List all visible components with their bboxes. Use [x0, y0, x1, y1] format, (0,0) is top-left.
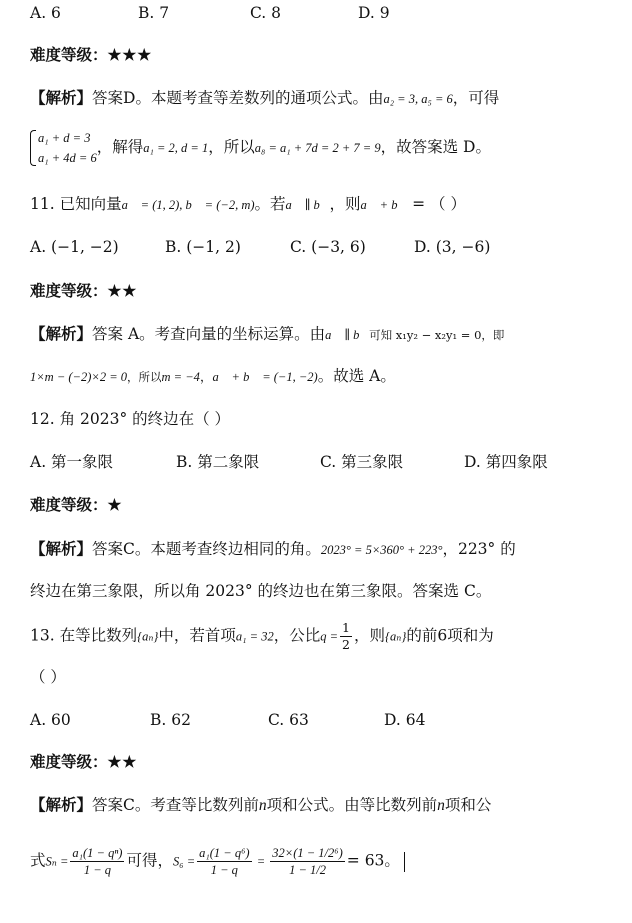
q11-option-d: D. (3, −6) [414, 238, 491, 256]
q13-option-c: C. 63 [268, 711, 309, 729]
analysis-math: m = −4 [161, 370, 200, 384]
analysis-math: a₈ = a₁ + 7d = 2 + 7 = 9 [254, 141, 381, 155]
q11-option-a: A. (−1, −2) [30, 238, 119, 256]
stem-text: = （ ） [407, 195, 466, 213]
q10-analysis-line2 [30, 128, 491, 168]
q12-option-d: D. 第四象限 [464, 453, 548, 471]
stem-math: a⃗ = (1, 2), b⃗ = (−2, m) [121, 198, 255, 212]
analysis-math: a⃗ ∥ b⃗ [325, 328, 370, 342]
fraction-one-half [340, 620, 352, 653]
analysis-text: 项和公 [444, 796, 492, 814]
q13-option-a: A. 60 [30, 711, 71, 729]
q12-analysis-line1 [30, 538, 516, 561]
q10-analysis-line1 [30, 87, 499, 110]
analysis-text-small: 可知 x₁y₂ − x₂y₁ = 0，即 [369, 328, 505, 342]
system-row: a₁ + d = 3 [38, 131, 91, 145]
difficulty-stars: ★★★ [107, 45, 153, 64]
analysis-text: ，可得 [452, 89, 500, 107]
difficulty-label: 难度等级： [30, 281, 108, 300]
sum-formula-fraction [70, 845, 124, 878]
fraction-denominator: 2 [342, 637, 350, 652]
q10-option-d: D. 9 [358, 4, 390, 22]
analysis-text-small: ， [199, 369, 213, 384]
analysis-math: a⃗ + b⃗ = (−1, −2) [212, 370, 318, 384]
analysis-math: 1×m − (−2)×2 = 0 [30, 370, 128, 384]
stem-text: 中，若首项 [158, 626, 236, 645]
difficulty-label: 难度等级： [30, 45, 108, 64]
q13-stem [30, 620, 494, 653]
stem-math: {aₙ} [137, 629, 159, 644]
q12-option-b: B. 第二象限 [176, 453, 260, 471]
fraction-numerator: 1 [342, 620, 350, 635]
q10-option-b: B. 7 [138, 4, 170, 22]
analysis-math: n [437, 797, 445, 814]
q11-difficulty [30, 280, 137, 302]
q13-formula-line: 式Sₙ = $\frac{\text{a₁(1 − qⁿ)}}{1 - q}$ 可得，S₆ = $\frac{\text{a₁(1 − q⁶)}}{1 - q}$ = $\frac{\text{32×(1 − 1/2⁶)}}{1 - 1/2}$ = 63。 [30, 845, 405, 878]
fraction-numerator: a₁(1 − qⁿ) [72, 846, 123, 860]
fraction-denominator: 1 − q [210, 863, 238, 877]
stem-text: 11. 已知向量 [30, 195, 122, 213]
analysis-math: n [258, 797, 267, 814]
analysis-head: 【解析】 [30, 88, 93, 107]
q13-answer-paren: （ ） [30, 668, 66, 686]
q12-stem: 12. 角 2023° 的终边在（ ） [30, 410, 231, 428]
analysis-head: 【解析】 [30, 324, 93, 343]
difficulty-label: 难度等级： [30, 752, 108, 771]
analysis-text: ，故答案选 D。 [380, 138, 491, 156]
q13-option-d: D. 64 [384, 711, 426, 729]
fraction-numerator: a₁(1 − q⁶) [199, 846, 250, 860]
q10-option-a: A. 6 [30, 4, 61, 22]
q13-analysis-line1 [30, 794, 491, 817]
analysis-text: ，解得 [96, 138, 144, 156]
stem-math: q = [320, 629, 339, 644]
analysis-text: 答案C。考查等比数列前 [92, 796, 259, 814]
q11-option-c: C. (−3, 6) [290, 238, 366, 256]
difficulty-stars: ★ [107, 495, 123, 514]
stem-math: a⃗ ∥ b⃗ [285, 198, 330, 212]
stem-math: {aₙ} [385, 629, 407, 644]
fraction-denominator: 1 − q [83, 863, 112, 877]
system-row: a₁ + 4d = 6 [38, 151, 97, 165]
q12-option-a: A. 第一象限 [30, 453, 114, 471]
analysis-math: 2023° = 5×360° + 223° [320, 543, 443, 557]
s6-formula-fraction [197, 845, 251, 878]
stem-text: 。若 [254, 195, 286, 213]
stem-text: ，则 [329, 195, 361, 213]
q11-option-b: B. (−1, 2) [165, 238, 241, 256]
stem-text: ，则 [353, 626, 385, 645]
difficulty-stars: ★★ [107, 752, 138, 771]
analysis-head: 【解析】 [30, 795, 93, 814]
fraction-numerator: 32×(1 − 1/2⁶) [272, 846, 343, 860]
analysis-text: 答案 A。考查向量的坐标运算。由 [92, 325, 326, 343]
difficulty-label: 难度等级： [30, 495, 108, 514]
equation-system [30, 128, 97, 168]
fraction-denominator: 1 − 1/2 [289, 863, 326, 877]
analysis-text: 答案C。本题考查终边相同的角。 [92, 540, 321, 558]
formula-math: S₆ = [172, 854, 196, 869]
analysis-text: ，所以 [208, 138, 255, 156]
formula-math: Sₙ = [45, 854, 69, 869]
s6-value-fraction [270, 845, 345, 878]
analysis-head: 【解析】 [30, 539, 93, 558]
q11-analysis-line2 [30, 365, 396, 388]
q12-analysis-line2: 终边在第三象限，所以角 2023° 的终边也在第三象限。答案选 C。 [30, 582, 492, 600]
analysis-math: a₂ = 3, a₅ = 6 [383, 92, 453, 106]
stem-math: a⃗ + b⃗ [360, 198, 408, 212]
stem-text: 的前6项和为 [406, 626, 494, 645]
q11-analysis-line1 [30, 323, 504, 346]
q13-option-b: B. 62 [150, 711, 191, 729]
q12-difficulty [30, 494, 122, 516]
text-cursor [404, 852, 405, 872]
stem-text: 13. 在等比数列 [30, 626, 138, 645]
analysis-text: 。故选 A。 [317, 367, 396, 385]
q13-difficulty [30, 751, 137, 773]
formula-text: 式 [30, 851, 46, 870]
analysis-text: ，223° 的 [442, 540, 516, 558]
formula-text: = 63。 [346, 851, 400, 870]
analysis-text: 答案D。本题考查等差数列的通项公式。由 [92, 89, 384, 107]
q10-option-c: C. 8 [250, 4, 282, 22]
stem-text: ，公比 [273, 626, 321, 645]
stem-math: a₁ = 32 [235, 629, 274, 644]
q10-difficulty [30, 44, 152, 66]
analysis-text: 项和公式。由等比数列前 [266, 796, 438, 814]
formula-text: 可得， [126, 851, 173, 870]
q11-stem [30, 193, 466, 216]
difficulty-stars: ★★ [107, 281, 138, 300]
q12-option-c: C. 第三象限 [320, 453, 404, 471]
analysis-text-small: ，所以 [127, 370, 162, 384]
analysis-math: a₁ = 2, d = 1 [143, 141, 209, 155]
